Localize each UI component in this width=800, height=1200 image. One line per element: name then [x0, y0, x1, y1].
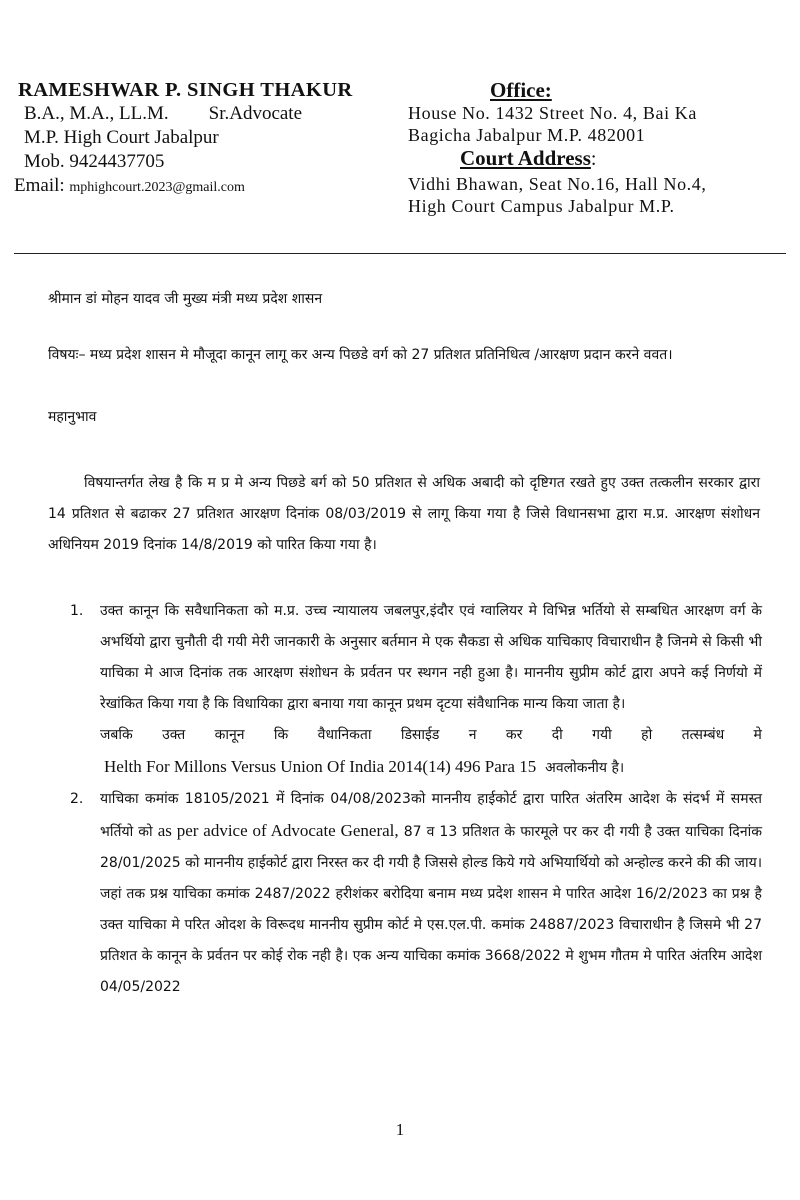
spread-word: तत्सम्बंध	[681, 727, 725, 743]
list-item-text: उक्त कानून कि सवैधानिकता को म.प्र. उच्च न्यायालय जबलपुर,इंदौर एवं ग्वालियर मे विभिन्न भर्तियो से सम्बधित आरक्षण वर्ग के अभर्थियो द्वारा चुनौती दी गयी मेरी जानकारी के अनुसार बर्तमान मे एक सैकडा से अधिक याचिकाए विचाराधीन है जिनमे से किसी भी याचिका मे आज दिनांक तक आरक्षण संशोधन के प्रर्वतन पर स्थगन नही हुआ है। माननीय सुप्रीम कोर्ट द्वारा अपने कई निर्णयो में रेखांकित किया गया है कि विधायिका द्वारा बनाया गया कानून प्रथम दृटया संवैधानिक मान्य किया जाता है।	[100, 603, 762, 712]
list-item-number: 2.	[70, 791, 84, 807]
spread-word: जबकि	[100, 727, 133, 743]
list-item-text-part-2: 87 व 13 प्रतिशत के फारमूले पर कर दी गयी है उक्त याचिका दिनांक 28/01/2025 को माननीय हाईकोर्ट द्वारा निरस्त कर दी गयी है जिससे होल्ड किये गये अभियार्थियो को अन्होल्ड करने की की जाय। जहां तक प्रश्न याचिका कमांक 2487/2022 हरीशंकर बरोदिया बनाम मध्य प्रदेश शासन मे पारित आदेश 16/2/2023 का प्रश्न है उक्त याचिका मे परित ओदश के विरूदध माननीय सुप्रीम कोर्ट मे एस.एल.पी. कमांक 24887/2023 विचाराधीन है जिसमे भी 27 प्रतिशत के कानून के प्रर्वतन पर कोई रोक नही है। एक अन्य याचिका कमांक 3668/2022 मे शुभम गौतम मे पारित अंतरिम आदेश 04/05/2022	[100, 824, 762, 995]
office-title: Office:	[490, 78, 552, 102]
subject-line: विषयः– मध्य प्रदेश शासन मे मौजूदा कानून लागू कर अन्य पिछडे वर्ग को 27 प्रतिशत प्रतिनिधित्व /आरक्षण प्रदान करने ववत।	[48, 347, 673, 363]
advocate-name: RAMESHWAR P. SINGH THAKUR	[18, 79, 353, 101]
letterhead-left	[14, 78, 394, 200]
spread-word: कर	[505, 727, 523, 743]
list-item-text-part-1: याचिका कमांक 18105/2021 में दिनांक 04/08/2023को माननीय हाईकोर्ट द्वारा पारित अंतरिम आदेश के संदर्भ में समस्त भर्तियो को	[100, 791, 762, 840]
court-address-line-1: Vidhi Bhawan, Seat No.16, Hall No.4,	[408, 174, 707, 194]
spread-word: मे	[753, 727, 762, 743]
salutation: श्रीमान डां मोहन यादव जी मुख्य मंत्री मध्य प्रदेश शासन	[48, 291, 323, 307]
greeting: महानुभाव	[48, 409, 97, 425]
email-line	[14, 174, 394, 200]
qualifications-line	[24, 102, 394, 126]
email-label: Email:	[14, 175, 65, 196]
points-list	[48, 596, 762, 1003]
spread-word: वैधानिकता	[317, 727, 372, 743]
office-address-line-1: House No. 1432 Street No. 4, Bai Ka	[408, 103, 697, 123]
qualifications: B.A., M.A., LL.M.	[24, 103, 169, 124]
spread-word: न	[468, 727, 477, 743]
mobile-number: Mob. 9424437705	[24, 151, 165, 172]
court-name: M.P. High Court Jabalpur	[24, 127, 219, 148]
spread-word: दी	[551, 727, 563, 743]
email-address: mphighcourt.2023@gmail.com	[69, 180, 245, 195]
spread-line	[100, 720, 762, 751]
office-address-line-2: Bagicha Jabalpur M.P. 482001	[408, 125, 646, 145]
court-address-line-2: High Court Campus Jabalpur M.P.	[408, 196, 675, 216]
court-address-colon: :	[590, 148, 597, 170]
spread-word: डिसाईड	[400, 727, 440, 743]
letterhead-right	[408, 78, 788, 217]
designation: Sr.Advocate	[208, 103, 303, 124]
list-item	[48, 596, 762, 784]
spread-word: कि	[273, 727, 289, 743]
page-number: 1	[395, 1120, 405, 1139]
header-divider	[14, 253, 786, 254]
list-item-number: 1.	[70, 603, 84, 619]
court-address-heading	[408, 146, 788, 173]
spread-word: उक्त	[162, 727, 186, 743]
citation-tail: अवलोकनीय है।	[545, 760, 625, 776]
spread-word: हो	[641, 727, 653, 743]
spread-word: गयी	[592, 727, 612, 743]
intro-paragraph: विषयान्तर्गत लेख है कि म प्र मे अन्य पिछडे बर्ग को 50 प्रतिशत से अधिक अबादी को दृष्टिगत रखते हुए उक्त तत्कलीन सरकार द्वारा 14 प्रतिशत से बढाकर 27 प्रतिशत आरक्षण दिनांक 08/03/2019 से लागू किया गया है जिसे विधानसभा द्वारा म.प्र. आरक्षण संशोधन अधिनियम 2019 दिनांक 14/8/2019 को पारित किया गया है।	[48, 475, 760, 553]
court-address-title: Court Address	[460, 146, 591, 170]
list-item	[48, 784, 762, 1003]
english-phrase: as per advice of Advocate General,	[157, 821, 399, 840]
citation-line	[100, 751, 762, 784]
case-citation: Helth For Millons Versus Union Of India 2014(14) 496 Para 15	[104, 757, 537, 776]
spread-word: कानून	[214, 727, 245, 743]
